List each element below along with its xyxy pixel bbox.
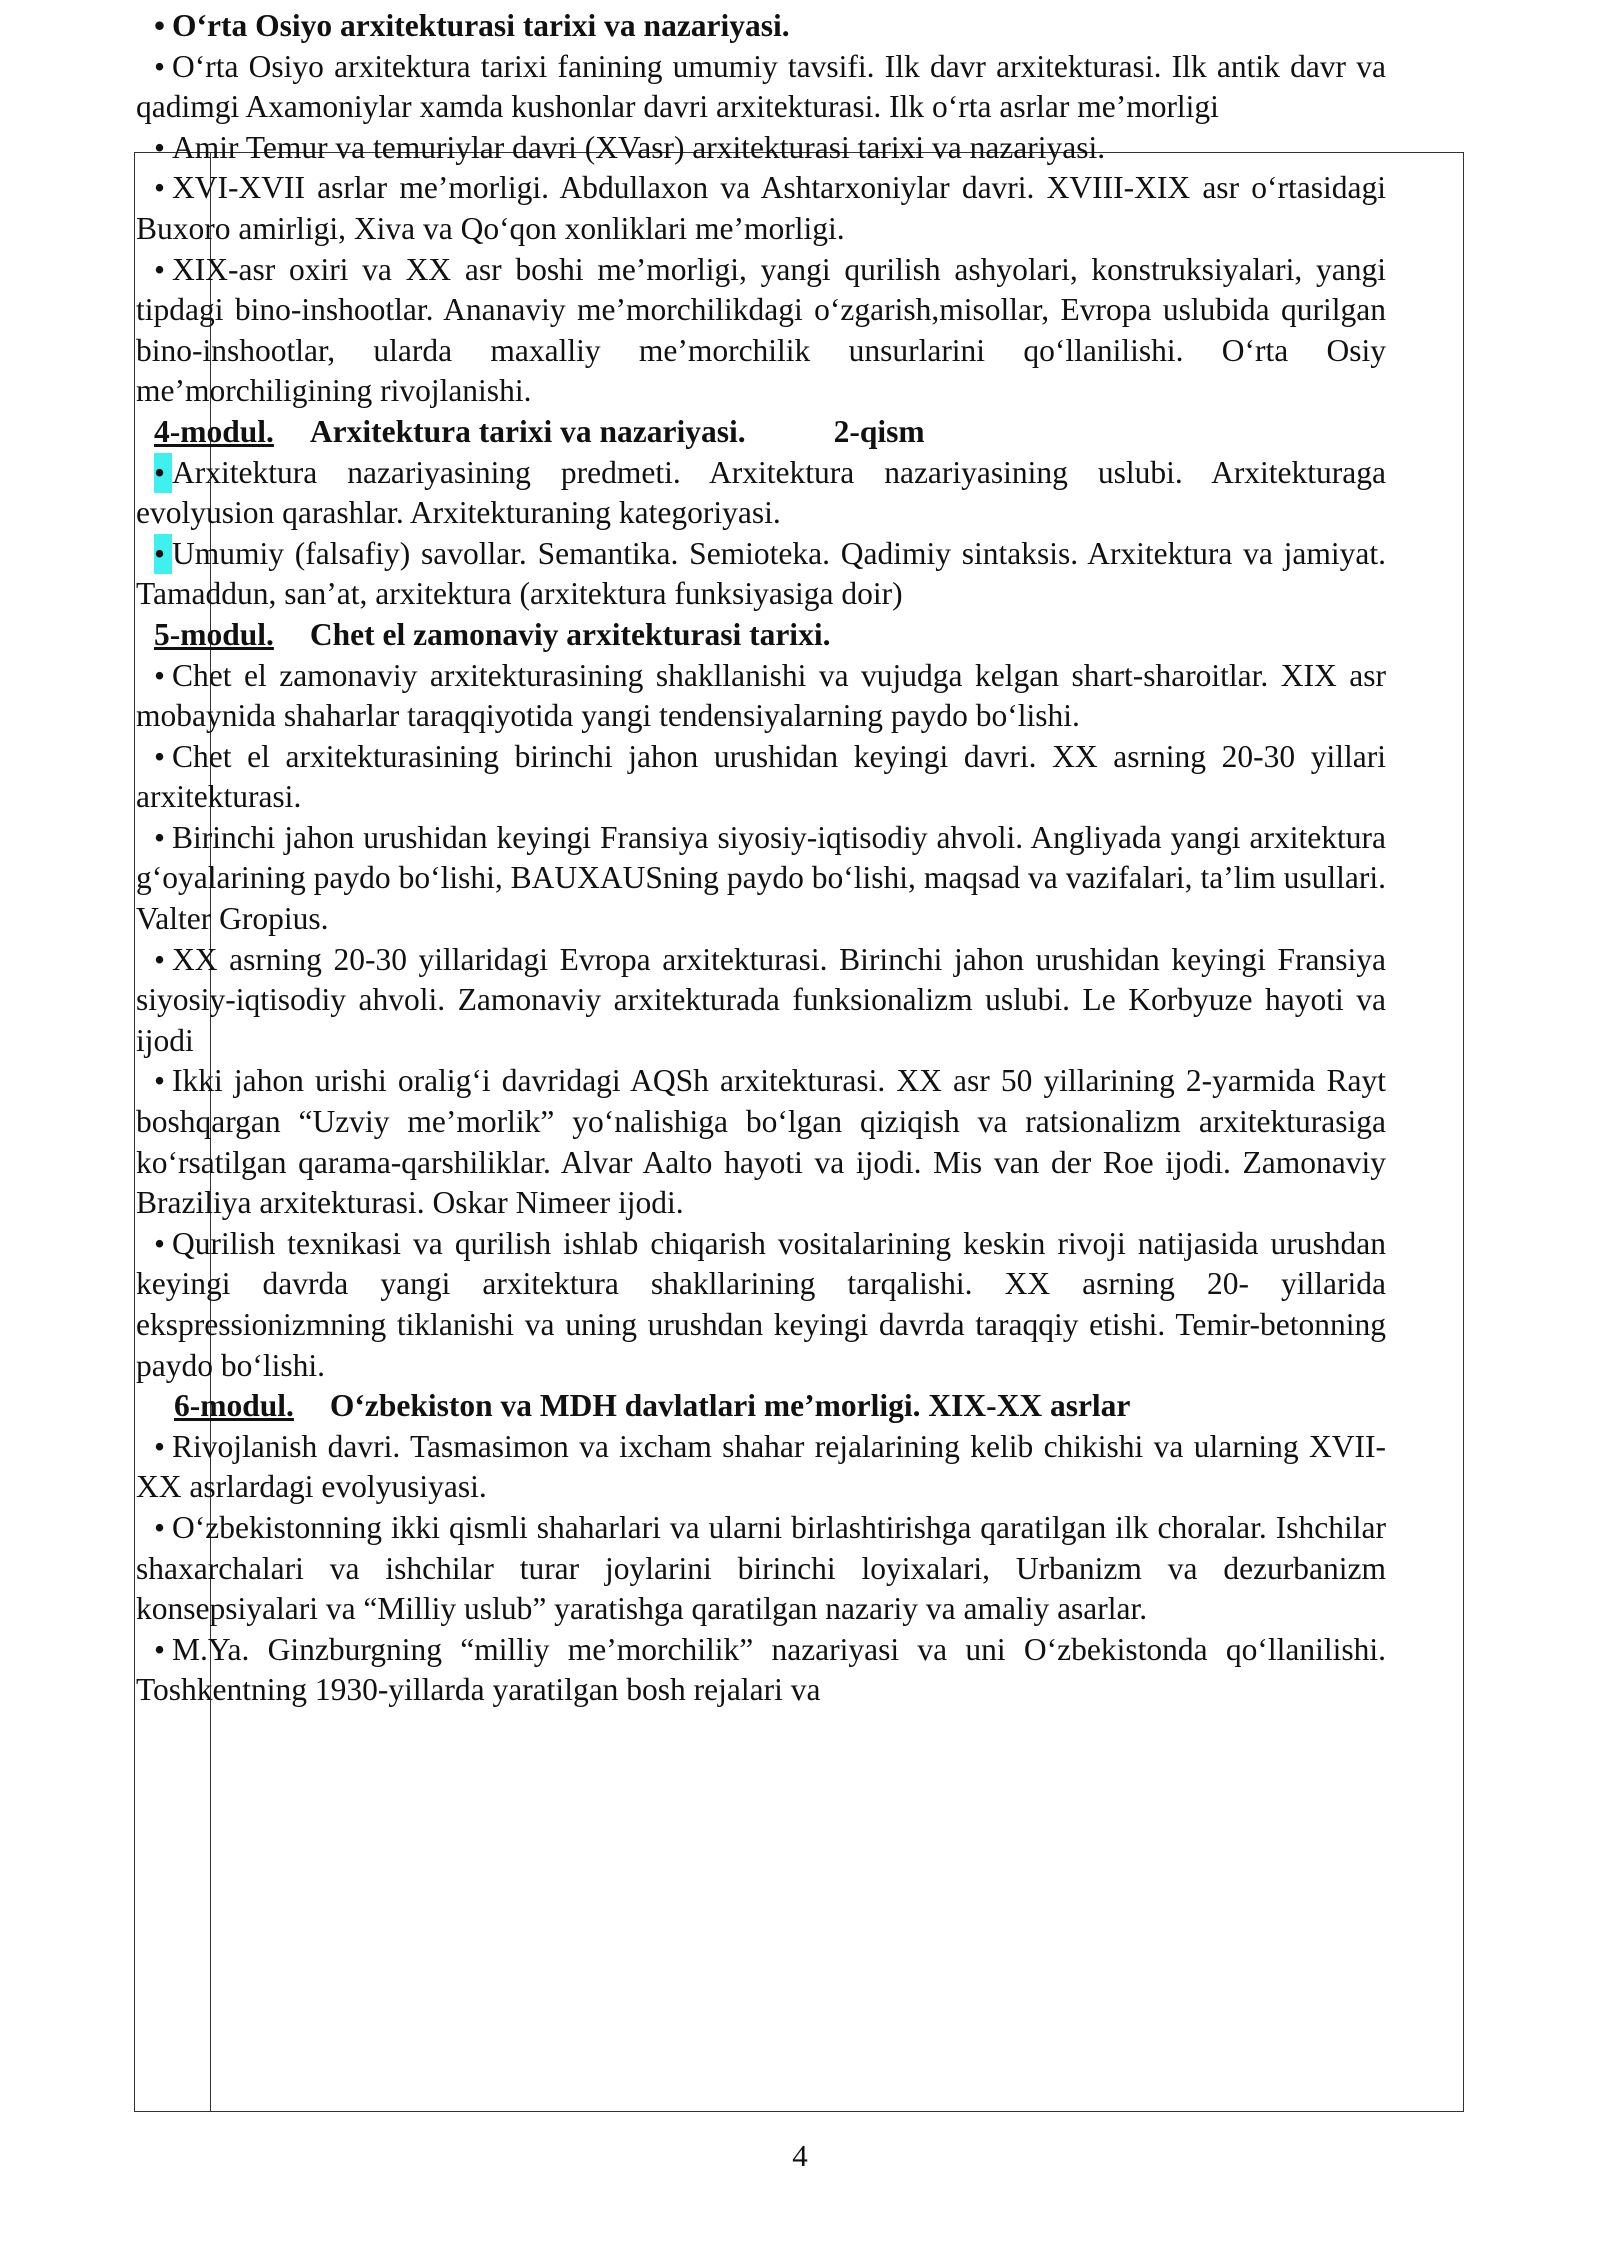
bullet-icon: •	[154, 1509, 166, 1545]
paragraph-text: XVI-XVII asrlar me’morligi. Abdullaxon va Ashtarxoniylar davri. XVIII-XIX asr o‘rtasidagi Buxoro amirligi, Xiva va Qo‘qon xonliklari me’morligi.	[136, 170, 1386, 246]
bullet-paragraph	[136, 737, 1386, 818]
module-heading	[136, 1386, 1386, 1427]
bullet-icon: •	[154, 48, 166, 84]
bullet-paragraph	[136, 1427, 1386, 1508]
paragraph-text: O‘zbekistonning ikki qismli shaharlari va ularni birlashtirishga qaratilgan ilk choralar. Ishchilar shaxarchalari va ishchilar turar joylarini birinchi loyixalari, Urbanizm va dezurbanizm konsepsiyalari va “Milliy uslub” yaratishga qaratilgan nazariy va amaliy asarlar.	[136, 1509, 1386, 1627]
bullet-paragraph	[136, 1061, 1386, 1223]
paragraph-text: O‘rta Osiyo arxitekturasi tarixi va nazariyasi.	[172, 8, 790, 43]
paragraph-text: Chet el arxitekturasining birinchi jahon urushidan keyingi davri. XX asrning 20-30 yillari arxitekturasi.	[136, 738, 1386, 815]
bullet-icon: •	[154, 129, 166, 165]
bullet-icon: •	[154, 819, 166, 855]
bullet-paragraph	[136, 818, 1386, 940]
paragraph-text: Chet el zamonaviy arxitekturasining shakllanishi va vujudga kelgan shart-sharoitlar. XIX asr mobaynida shaharlar taraqqiyotida yangi tendensiyalarning paydo bo‘lishi.	[136, 657, 1386, 734]
bullet-icon: •	[154, 1631, 166, 1667]
bullet-paragraph	[136, 1508, 1386, 1630]
module-number: 4-modul.	[154, 413, 274, 449]
syllabus-content	[136, 6, 1386, 1711]
bullet-icon: •	[154, 738, 166, 774]
paragraph-text: XX asrning 20-30 yillaridagi Evropa arxitekturasi. Birinchi jahon urushidan keyingi Fransiya siyosiy-iqtisodiy ahvoli. Zamonaviy arxitekturada funksionalizm uslubi. Le Korbyuze hayoti va ijodi	[136, 941, 1386, 1058]
paragraph-text: O‘rta Osiyo arxitektura tarixi fanining umumiy tavsifi. Ilk davr arxitekturasi. Ilk antik davr va qadimgi Axamoniylar xamda kushonlar davri arxitekturasi. Ilk o‘rta asrlar me’morligi	[136, 48, 1386, 125]
paragraph-text: Arxitektura nazariyasining predmeti. Arxitektura nazariyasining uslubi. Arxitekturaga evolyusion qarashlar. Arxitekturaning kategoriyasi.	[136, 454, 1386, 531]
bullet-icon: •	[154, 657, 166, 693]
paragraph-text: Rivojlanish davri. Tasmasimon va ixcham shahar rejalarining kelib chikishi va ularning XVII- XX asrlardagi evolyusiyasi.	[136, 1428, 1386, 1505]
bullet-icon: •	[154, 1063, 166, 1099]
bullet-paragraph	[136, 1224, 1386, 1386]
bullet-icon: •	[154, 170, 166, 206]
module-heading	[136, 615, 1386, 656]
paragraph-text: Ikki jahon urishi oralig‘i davridagi AQSh arxitekturasi. XX asr 50 yillarining 2-yarmida Rayt boshqargan “Uzviy me’morlik” yo‘nalishiga bo‘lgan qiziqish va ratsionalizm arxitekturasiga ko‘rsatilgan qarama-qarshiliklar. Alvar Aalto hayoti va ijodi. Mis van der Roe ijodi. Zamonaviy Braziliya arxitekturasi. Oskar Nimeer ijodi.	[136, 1063, 1386, 1221]
module-heading	[136, 412, 1386, 453]
paragraph-text: Birinchi jahon urushidan keyingi Fransiya siyosiy-iqtisodiy ahvoli. Angliyada yangi arxitektura g‘oyalarining paydo bo‘lishi, BAUXAUSning paydo bo‘lishi, maqsad va vazifalari, ta’lim usullari. Valter Gropius.	[136, 819, 1386, 937]
bullet-icon: •	[154, 1225, 166, 1261]
bullet-paragraph	[136, 453, 1386, 534]
bullet-paragraph	[136, 656, 1386, 737]
module-number: 6-modul.	[174, 1388, 294, 1424]
module-title: Arxitektura tarixi va nazariyasi.	[309, 413, 746, 449]
paragraph-text: Umumiy (falsafiy) savollar. Semantika. Semioteka. Qadimiy sintaksis. Arxitektura va jamiyat. Tamaddun, san’at, arxitektura (arxitektura funksiyasiga doir)	[136, 535, 1386, 612]
bullet-icon: •	[154, 1428, 166, 1464]
bullet-icon: •	[154, 534, 172, 575]
bullet-icon: •	[154, 8, 166, 43]
paragraph-text: Amir Temur va temuriylar davri (XVasr) arxitekturasi tarixi va nazariyasi.	[172, 129, 1106, 165]
page-number: 4	[792, 2138, 808, 2173]
bullet-paragraph	[136, 1630, 1386, 1711]
bullet-paragraph	[136, 6, 1386, 47]
bullet-paragraph	[136, 940, 1386, 1062]
bullet-paragraph	[136, 534, 1386, 615]
paragraph-text: M.Ya. Ginzburgning “milliy me’morchilik” nazariyasi va uni O‘zbekistonda qo‘llanilishi. Toshkentning 1930-yillarda yaratilgan bosh rejalari va	[136, 1631, 1386, 1708]
bullet-paragraph	[136, 47, 1386, 128]
paragraph-text: Qurilish texnikasi va qurilish ishlab chiqarish vositalarining keskin rivoji natijasida urushdan keyingi davrda yangi arxitektura shakllarining tarqalishi. XX asrning 20- yillarida ekspressionizmning tiklanishi va uning urushdan keyingi davrda taraqqiy etishi. Temir-betonning paydo bo‘lishi.	[136, 1225, 1386, 1383]
bullet-paragraph	[136, 250, 1386, 412]
bullet-paragraph	[136, 128, 1386, 169]
bullet-icon: •	[154, 941, 166, 977]
bullet-icon: •	[154, 453, 172, 494]
paragraph-text: XIX-asr oxiri va XX asr boshi me’morligi, yangi qurilish ashyolari, konstruksiyalari, yangi tipdagi bino-inshootlar. Ananaviy me’morchilikdagi o‘zgarish,misollar, Evropa uslubida qurilgan bino-inshootlar, ularda maxalliy me’morchilik unsurlarini qo‘llanilishi. O‘rta Osiy me’morchiligining rivojlanishi.	[136, 251, 1386, 409]
module-title: Chet el zamonaviy arxitekturasi tarixi.	[309, 616, 831, 652]
module-number: 5-modul.	[154, 616, 274, 652]
module-title: O‘zbekiston va MDH davlatlari me’morligi. XIX-XX asrlar	[329, 1388, 1131, 1424]
bullet-paragraph	[136, 168, 1386, 249]
module-part: 2-qism	[833, 413, 925, 449]
bullet-icon: •	[154, 251, 166, 287]
